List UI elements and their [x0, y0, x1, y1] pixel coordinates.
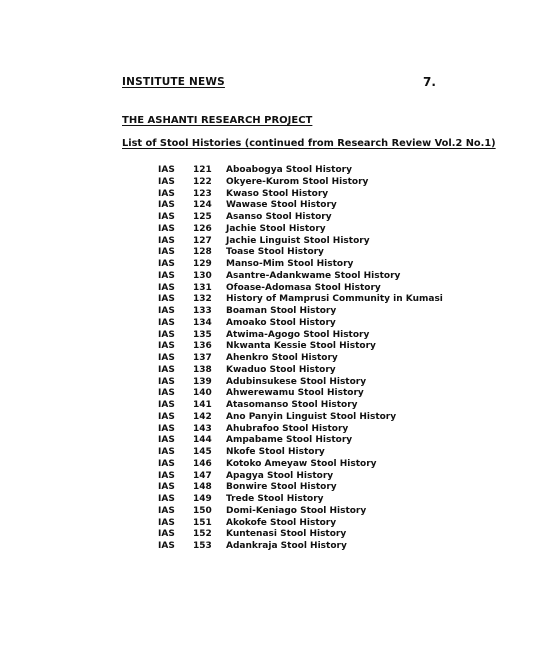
section-header: INSTITUTE NEWS [122, 76, 225, 88]
entry-number: 149 [193, 494, 212, 504]
list-item [158, 365, 443, 377]
entry-name: Ano Panyin Linguist Stool History [226, 411, 397, 422]
entry-name: Apagya Stool History [226, 470, 334, 481]
entry-code: IAS [158, 212, 175, 222]
list-item [158, 388, 443, 400]
entry-number: 128 [193, 247, 212, 258]
entry-code: IAS [158, 447, 175, 457]
entry-number: 152 [193, 529, 212, 540]
list-item [158, 259, 443, 271]
entry-name: Boaman Stool History [226, 306, 337, 316]
entry-number: 137 [193, 353, 212, 363]
entry-number: 146 [193, 458, 212, 469]
entry-name: Atasomanso Stool History [226, 400, 358, 410]
list-item [158, 330, 443, 342]
entry-name: Adubinsukese Stool History [226, 376, 367, 387]
entry-number: 131 [193, 282, 212, 293]
stool-history-list [158, 165, 443, 553]
entry-number: 135 [193, 329, 212, 340]
entry-number: 139 [193, 376, 212, 387]
list-title: List of Stool Histories (continued from Research Review Vol.2 No.1) [122, 138, 496, 149]
entry-name: Jachie Stool History [226, 223, 326, 234]
list-item [158, 459, 443, 471]
entry-number: 122 [193, 176, 212, 187]
list-item [158, 377, 443, 389]
entry-name: Bonwire Stool History [226, 482, 337, 493]
entry-code: IAS [158, 223, 175, 234]
entry-name: Jachie Linguist Stool History [226, 235, 370, 246]
entry-code: IAS [158, 294, 175, 305]
entry-number: 144 [193, 435, 212, 446]
list-item [158, 506, 443, 518]
entry-name: Wawase Stool History [226, 200, 337, 211]
entry-number: 121 [193, 165, 212, 175]
entry-number: 148 [193, 482, 212, 493]
entry-code: IAS [158, 482, 175, 493]
entry-number: 147 [193, 470, 212, 481]
entry-code: IAS [158, 376, 175, 387]
entry-code: IAS [158, 270, 175, 281]
entry-number: 132 [193, 294, 212, 305]
entry-code: IAS [158, 494, 175, 504]
entry-code: IAS [158, 388, 175, 399]
entry-code: IAS [158, 541, 175, 551]
list-item [158, 424, 443, 436]
entry-code: IAS [158, 435, 175, 446]
entry-code: IAS [158, 364, 175, 375]
list-item [158, 529, 443, 541]
entry-name: Amoako Stool History [226, 317, 336, 328]
entry-name: Asantre-Adankwame Stool History [226, 270, 401, 281]
list-item [158, 412, 443, 424]
entry-code: IAS [158, 317, 175, 328]
entry-name: Toase Stool History [226, 247, 324, 258]
list-item [158, 494, 443, 506]
list-item [158, 200, 443, 212]
list-item [158, 224, 443, 236]
list-item [158, 400, 443, 412]
entry-name: Kotoko Ameyaw Stool History [226, 458, 377, 469]
entry-name: Trede Stool History [226, 494, 324, 504]
entry-code: IAS [158, 235, 175, 246]
entry-code: IAS [158, 470, 175, 481]
list-item [158, 236, 443, 248]
entry-code: IAS [158, 306, 175, 316]
entry-code: IAS [158, 529, 175, 540]
entry-code: IAS [158, 176, 175, 187]
list-item [158, 518, 443, 530]
entry-code: IAS [158, 282, 175, 293]
list-item [158, 435, 443, 447]
entry-name: Atwima-Agogo Stool History [226, 329, 370, 340]
entry-code: IAS [158, 200, 175, 211]
list-item [158, 165, 443, 177]
entry-name: Asanso Stool History [226, 212, 332, 222]
entry-code: IAS [158, 341, 175, 352]
entry-code: IAS [158, 458, 175, 469]
entry-number: 153 [193, 541, 212, 551]
entry-code: IAS [158, 517, 175, 528]
entry-code: IAS [158, 505, 175, 516]
entry-code: IAS [158, 165, 175, 175]
entry-name: Aboabogya Stool History [226, 165, 352, 175]
entry-number: 130 [193, 270, 212, 281]
entry-code: IAS [158, 400, 175, 410]
article-title: THE ASHANTI RESEARCH PROJECT [122, 115, 313, 126]
entry-name: Ahubrafoo Stool History [226, 423, 349, 434]
entry-name: Domi-Keniago Stool History [226, 505, 367, 516]
list-item [158, 447, 443, 459]
entry-name: Nkwanta Kessie Stool History [226, 341, 376, 352]
entry-number: 126 [193, 223, 212, 234]
entry-number: 133 [193, 306, 212, 316]
entry-number: 125 [193, 212, 212, 222]
entry-name: Kwaso Stool History [226, 188, 329, 199]
entry-name: Adankraja Stool History [226, 541, 347, 551]
entry-name: Manso-Mim Stool History [226, 259, 354, 269]
list-item [158, 247, 443, 259]
entry-number: 124 [193, 200, 212, 211]
entry-number: 143 [193, 423, 212, 434]
entry-code: IAS [158, 423, 175, 434]
list-item [158, 294, 443, 306]
entry-name: Okyere-Kurom Stool History [226, 176, 369, 187]
entry-number: 140 [193, 388, 212, 399]
entry-name: Kwaduo Stool History [226, 364, 336, 375]
entry-name: Ahenkro Stool History [226, 353, 338, 363]
entry-name: Nkofe Stool History [226, 447, 325, 457]
entry-number: 150 [193, 505, 212, 516]
list-item [158, 471, 443, 483]
list-item [158, 283, 443, 295]
entry-code: IAS [158, 259, 175, 269]
entry-number: 138 [193, 364, 212, 375]
list-item [158, 212, 443, 224]
entry-name: Ofoase-Adomasa Stool History [226, 282, 381, 293]
entry-code: IAS [158, 247, 175, 258]
list-item [158, 318, 443, 330]
entry-name: Ahwerewamu Stool History [226, 388, 364, 399]
list-item [158, 189, 443, 201]
list-item [158, 177, 443, 189]
entry-name: Akokofe Stool History [226, 517, 337, 528]
entry-code: IAS [158, 329, 175, 340]
list-item [158, 482, 443, 494]
entry-number: 134 [193, 317, 212, 328]
entry-number: 142 [193, 411, 212, 422]
entry-number: 129 [193, 259, 212, 269]
entry-number: 127 [193, 235, 212, 246]
list-item [158, 341, 443, 353]
entry-number: 141 [193, 400, 212, 410]
entry-number: 136 [193, 341, 212, 352]
page-number: 7. [423, 75, 436, 89]
list-item [158, 271, 443, 283]
entry-code: IAS [158, 411, 175, 422]
entry-name: Ampabame Stool History [226, 435, 353, 446]
entry-name: Kuntenasi Stool History [226, 529, 347, 540]
entry-number: 151 [193, 517, 212, 528]
entry-number: 145 [193, 447, 212, 457]
list-item [158, 306, 443, 318]
list-item [158, 353, 443, 365]
entry-name: History of Mamprusi Community in Kumasi [226, 294, 443, 305]
entry-code: IAS [158, 353, 175, 363]
entry-code: IAS [158, 188, 175, 199]
list-item [158, 541, 443, 553]
entry-number: 123 [193, 188, 212, 199]
